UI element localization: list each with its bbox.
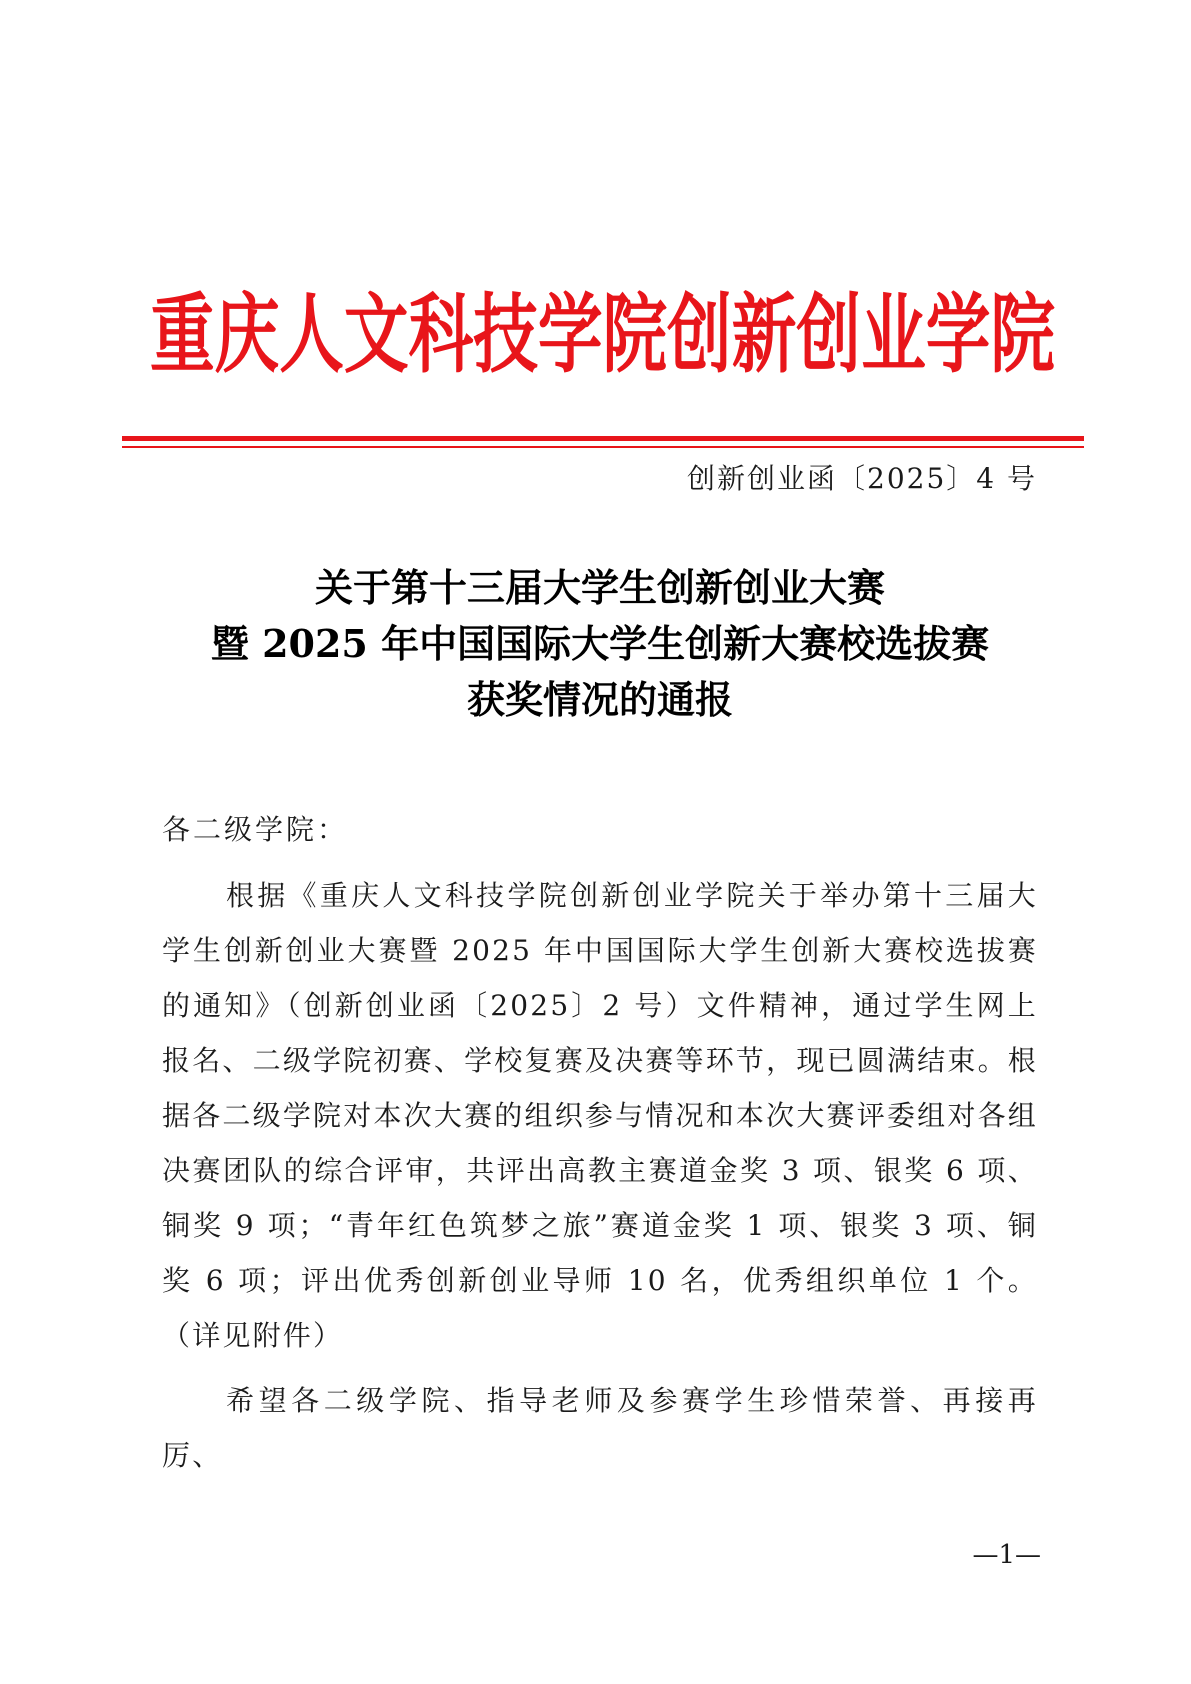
header-divider-thick bbox=[122, 436, 1084, 441]
title-line-2: 暨 2025 年中国国际大学生创新大赛校选拔赛 bbox=[210, 621, 990, 666]
title-line-3: 获奖情况的通报 bbox=[466, 677, 733, 722]
masthead-text: 重庆人文科技学院创新创业学院 bbox=[150, 285, 1055, 385]
title-line-1: 关于第十三届大学生创新创业大赛 bbox=[314, 565, 885, 610]
document-number: 创新创业函〔2025〕4 号 bbox=[687, 462, 1037, 495]
salutation: 各二级学院： bbox=[162, 813, 349, 846]
document-body bbox=[162, 868, 1038, 1483]
masthead-org-name bbox=[150, 276, 1060, 386]
page-number: —1— bbox=[972, 1540, 1041, 1570]
document-title bbox=[120, 560, 1080, 728]
body-paragraph-2: 希望各二级学院、指导老师及参赛学生珍惜荣誉、再接再厉、 bbox=[162, 1384, 1038, 1472]
header-divider-thin bbox=[122, 446, 1084, 448]
body-paragraph-1: 根据《重庆人文科技学院创新创业学院关于举办第十三届大学生创新创业大赛暨 2025 年中国国际大学生创新大赛校选拔赛的通知》（创新创业函〔2025〕2 号）文件精神，通过学生网上报名、二级学院初赛、学校复赛及决赛等环节，现已圆满结束。根据各二级学院对本次大赛的组织参与情况和本次大赛评委组对各组决赛团队的综合评审，共评出高教主赛道金奖 3 项、银奖 6 项、铜奖 9 项；“青年红色筑梦之旅”赛道金奖 1 项、银奖 3 项、铜奖 6 项；评出优秀创新创业导师 10 名，优秀组织单位 1 个。（详见附件） bbox=[162, 879, 1038, 1352]
masthead-svg bbox=[150, 276, 1060, 386]
